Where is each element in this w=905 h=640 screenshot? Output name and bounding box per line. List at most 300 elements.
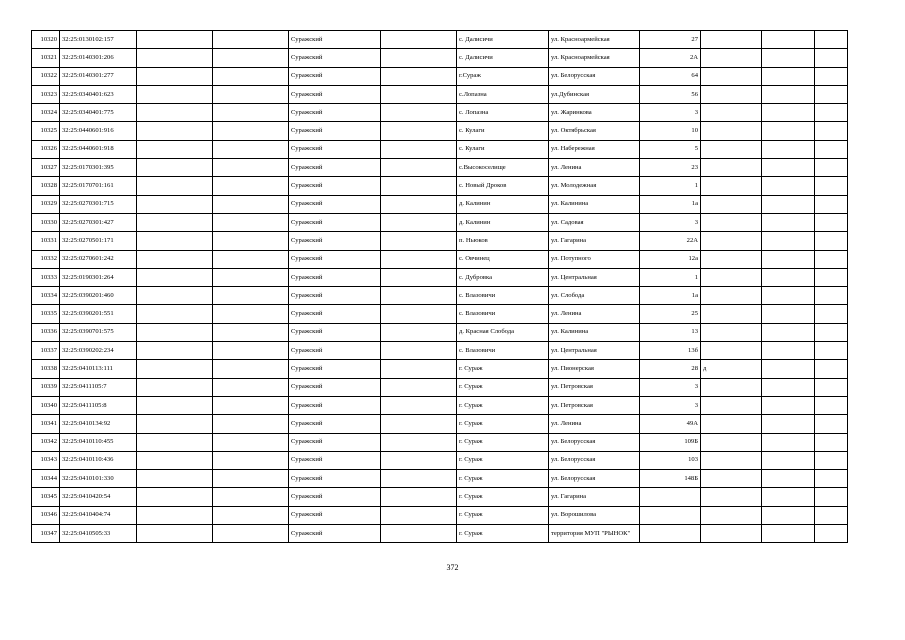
extra-cell	[701, 470, 762, 488]
row-number-cell: 10337	[32, 342, 60, 360]
table-body	[32, 31, 848, 543]
empty-cell	[213, 451, 289, 469]
street-cell: ул. Белорусская	[549, 470, 640, 488]
row-number-cell: 10331	[32, 232, 60, 250]
row-number-cell: 10327	[32, 159, 60, 177]
empty-cell	[213, 122, 289, 140]
empty-cell	[815, 213, 848, 231]
empty-cell	[381, 49, 457, 67]
extra-cell	[701, 451, 762, 469]
empty-cell	[381, 470, 457, 488]
empty-cell	[137, 159, 213, 177]
empty-cell	[815, 451, 848, 469]
house-number-cell: 103	[640, 451, 701, 469]
extra-cell	[701, 525, 762, 543]
empty-cell	[213, 287, 289, 305]
district-cell: Суражский	[289, 506, 381, 524]
empty-cell	[381, 415, 457, 433]
table-row	[32, 232, 848, 250]
empty-cell	[762, 378, 815, 396]
table-row	[32, 396, 848, 414]
empty-cell	[815, 250, 848, 268]
house-number-cell: 10	[640, 122, 701, 140]
extra-cell: д	[701, 360, 762, 378]
house-number-cell	[640, 525, 701, 543]
empty-cell	[381, 122, 457, 140]
empty-cell	[815, 122, 848, 140]
extra-cell	[701, 250, 762, 268]
district-cell: Суражский	[289, 268, 381, 286]
empty-cell	[137, 140, 213, 158]
cadastral-number-cell: 32:25:0440601:916	[60, 122, 137, 140]
empty-cell	[381, 213, 457, 231]
row-number-cell: 10339	[32, 378, 60, 396]
empty-cell	[815, 287, 848, 305]
page-number: 372	[446, 563, 459, 572]
empty-cell	[213, 195, 289, 213]
table-row	[32, 140, 848, 158]
district-cell: Суражский	[289, 415, 381, 433]
empty-cell	[762, 451, 815, 469]
empty-cell	[213, 232, 289, 250]
cadastral-number-cell: 32:25:0411105:8	[60, 396, 137, 414]
empty-cell	[762, 360, 815, 378]
house-number-cell: 3	[640, 396, 701, 414]
district-cell: Суражский	[289, 31, 381, 49]
empty-cell	[762, 342, 815, 360]
empty-cell	[815, 305, 848, 323]
empty-cell	[762, 268, 815, 286]
empty-cell	[762, 140, 815, 158]
cadastral-number-cell: 32:25:0170701:161	[60, 177, 137, 195]
district-cell: Суражский	[289, 488, 381, 506]
row-number-cell: 10333	[32, 268, 60, 286]
cadastral-number-cell: 32:25:0440601:918	[60, 140, 137, 158]
extra-cell	[701, 488, 762, 506]
extra-cell	[701, 159, 762, 177]
empty-cell	[381, 232, 457, 250]
empty-cell	[137, 232, 213, 250]
empty-cell	[213, 31, 289, 49]
locality-cell: г. Сураж	[457, 378, 549, 396]
house-number-cell: 64	[640, 67, 701, 85]
house-number-cell: 3	[640, 213, 701, 231]
empty-cell	[213, 525, 289, 543]
empty-cell	[213, 323, 289, 341]
extra-cell	[701, 195, 762, 213]
empty-cell	[762, 104, 815, 122]
table-row	[32, 104, 848, 122]
empty-cell	[137, 31, 213, 49]
empty-cell	[762, 177, 815, 195]
empty-cell	[137, 506, 213, 524]
empty-cell	[137, 195, 213, 213]
street-cell: ул. Пионерская	[549, 360, 640, 378]
empty-cell	[137, 378, 213, 396]
empty-cell	[762, 506, 815, 524]
row-number-cell: 10342	[32, 433, 60, 451]
empty-cell	[213, 140, 289, 158]
extra-cell	[701, 305, 762, 323]
district-cell: Суражский	[289, 159, 381, 177]
table-row	[32, 268, 848, 286]
empty-cell	[213, 250, 289, 268]
district-cell: Суражский	[289, 433, 381, 451]
district-cell: Суражский	[289, 378, 381, 396]
street-cell: ул. Набережная	[549, 140, 640, 158]
empty-cell	[137, 268, 213, 286]
cadastral-number-cell: 32:25:0140301:206	[60, 49, 137, 67]
empty-cell	[762, 250, 815, 268]
empty-cell	[381, 250, 457, 268]
extra-cell	[701, 268, 762, 286]
district-cell: Суражский	[289, 85, 381, 103]
district-cell: Суражский	[289, 250, 381, 268]
empty-cell	[381, 525, 457, 543]
table-row	[32, 49, 848, 67]
empty-cell	[213, 433, 289, 451]
row-number-cell: 10325	[32, 122, 60, 140]
street-cell: ул. Белорусская	[549, 451, 640, 469]
empty-cell	[137, 323, 213, 341]
table-row	[32, 506, 848, 524]
empty-cell	[762, 213, 815, 231]
empty-cell	[137, 525, 213, 543]
table-row	[32, 67, 848, 85]
empty-cell	[815, 67, 848, 85]
locality-cell: с. Далисичи	[457, 31, 549, 49]
extra-cell	[701, 122, 762, 140]
extra-cell	[701, 506, 762, 524]
empty-cell	[381, 159, 457, 177]
extra-cell	[701, 104, 762, 122]
empty-cell	[762, 396, 815, 414]
empty-cell	[137, 85, 213, 103]
locality-cell: с. Далисичи	[457, 49, 549, 67]
cadastral-number-cell: 32:25:0410134:92	[60, 415, 137, 433]
empty-cell	[381, 342, 457, 360]
empty-cell	[815, 268, 848, 286]
table-row	[32, 287, 848, 305]
table-row	[32, 470, 848, 488]
house-number-cell	[640, 506, 701, 524]
locality-cell: с.Лопазна	[457, 85, 549, 103]
empty-cell	[381, 287, 457, 305]
cadastral-number-cell: 32:25:0270601:242	[60, 250, 137, 268]
empty-cell	[137, 49, 213, 67]
locality-cell: г.Сураж	[457, 67, 549, 85]
extra-cell	[701, 232, 762, 250]
table-row	[32, 213, 848, 231]
district-cell: Суражский	[289, 305, 381, 323]
row-number-cell: 10321	[32, 49, 60, 67]
house-number-cell: 23	[640, 159, 701, 177]
extra-cell	[701, 85, 762, 103]
row-number-cell: 10336	[32, 323, 60, 341]
district-cell: Суражский	[289, 195, 381, 213]
house-number-cell: 28	[640, 360, 701, 378]
district-cell: Суражский	[289, 232, 381, 250]
empty-cell	[381, 67, 457, 85]
empty-cell	[381, 378, 457, 396]
locality-cell: г. Сураж	[457, 360, 549, 378]
street-cell: ул. Центральная	[549, 268, 640, 286]
empty-cell	[762, 31, 815, 49]
extra-cell	[701, 213, 762, 231]
locality-cell: г. Сураж	[457, 525, 549, 543]
row-number-cell: 10335	[32, 305, 60, 323]
extra-cell	[701, 378, 762, 396]
empty-cell	[815, 104, 848, 122]
empty-cell	[815, 415, 848, 433]
district-cell: Суражский	[289, 287, 381, 305]
locality-cell: с. Кулаги	[457, 122, 549, 140]
table-row	[32, 159, 848, 177]
empty-cell	[381, 177, 457, 195]
district-cell: Суражский	[289, 360, 381, 378]
empty-cell	[137, 305, 213, 323]
empty-cell	[815, 433, 848, 451]
empty-cell	[381, 433, 457, 451]
empty-cell	[815, 360, 848, 378]
cadastral-number-cell: 32:25:0140301:277	[60, 67, 137, 85]
empty-cell	[762, 195, 815, 213]
cadastral-number-cell: 32:25:0340401:623	[60, 85, 137, 103]
house-number-cell	[640, 488, 701, 506]
district-cell: Суражский	[289, 49, 381, 67]
street-cell: ул. Гагарина	[549, 232, 640, 250]
empty-cell	[213, 488, 289, 506]
cadastral-number-cell: 32:25:0410113:111	[60, 360, 137, 378]
empty-cell	[137, 287, 213, 305]
table-row	[32, 342, 848, 360]
house-number-cell: 1а	[640, 195, 701, 213]
table-row	[32, 451, 848, 469]
extra-cell	[701, 287, 762, 305]
empty-cell	[381, 488, 457, 506]
house-number-cell: 1а	[640, 287, 701, 305]
cadastral-number-cell: 32:25:0190301:264	[60, 268, 137, 286]
cadastral-number-cell: 32:25:0411105:7	[60, 378, 137, 396]
cadastral-number-cell: 32:25:0390201:460	[60, 287, 137, 305]
district-cell: Суражский	[289, 396, 381, 414]
house-number-cell: 1	[640, 177, 701, 195]
district-cell: Суражский	[289, 525, 381, 543]
empty-cell	[815, 470, 848, 488]
empty-cell	[762, 49, 815, 67]
extra-cell	[701, 342, 762, 360]
empty-cell	[213, 378, 289, 396]
empty-cell	[762, 415, 815, 433]
empty-cell	[137, 415, 213, 433]
house-number-cell: 5	[640, 140, 701, 158]
empty-cell	[762, 287, 815, 305]
empty-cell	[762, 232, 815, 250]
district-cell: Суражский	[289, 213, 381, 231]
empty-cell	[137, 67, 213, 85]
cadastral-number-cell: 32:25:0410110:455	[60, 433, 137, 451]
street-cell: территория МУП "РЫНОК"	[549, 525, 640, 543]
row-number-cell: 10341	[32, 415, 60, 433]
empty-cell	[137, 451, 213, 469]
empty-cell	[213, 342, 289, 360]
row-number-cell: 10338	[32, 360, 60, 378]
empty-cell	[815, 49, 848, 67]
locality-cell: д. Красная Слобода	[457, 323, 549, 341]
street-cell: ул. Слобода	[549, 287, 640, 305]
empty-cell	[381, 31, 457, 49]
district-cell: Суражский	[289, 470, 381, 488]
row-number-cell: 10334	[32, 287, 60, 305]
empty-cell	[815, 232, 848, 250]
row-number-cell: 10323	[32, 85, 60, 103]
row-number-cell: 10320	[32, 31, 60, 49]
row-number-cell: 10346	[32, 506, 60, 524]
row-number-cell: 10347	[32, 525, 60, 543]
cadastral-number-cell: 32:25:0410420:54	[60, 488, 137, 506]
street-cell: ул.Дубинская	[549, 85, 640, 103]
extra-cell	[701, 433, 762, 451]
empty-cell	[815, 506, 848, 524]
street-cell: ул. Жаринкова	[549, 104, 640, 122]
empty-cell	[213, 67, 289, 85]
extra-cell	[701, 31, 762, 49]
empty-cell	[213, 213, 289, 231]
empty-cell	[213, 159, 289, 177]
empty-cell	[815, 342, 848, 360]
house-number-cell: 13б	[640, 342, 701, 360]
street-cell: ул. Калинина	[549, 195, 640, 213]
cadastral-number-cell: 32:25:0410110:436	[60, 451, 137, 469]
table-row	[32, 488, 848, 506]
empty-cell	[762, 122, 815, 140]
empty-cell	[381, 195, 457, 213]
empty-cell	[137, 213, 213, 231]
empty-cell	[381, 104, 457, 122]
street-cell: ул. Петровская	[549, 378, 640, 396]
table-row	[32, 31, 848, 49]
locality-cell: г. Сураж	[457, 433, 549, 451]
row-number-cell: 10340	[32, 396, 60, 414]
empty-cell	[213, 506, 289, 524]
empty-cell	[381, 451, 457, 469]
district-cell: Суражский	[289, 104, 381, 122]
empty-cell	[762, 67, 815, 85]
house-number-cell: 3	[640, 378, 701, 396]
district-cell: Суражский	[289, 177, 381, 195]
street-cell: ул. Центральная	[549, 342, 640, 360]
district-cell: Суражский	[289, 67, 381, 85]
locality-cell: д. Калинин	[457, 213, 549, 231]
locality-cell: с. Дубровка	[457, 268, 549, 286]
empty-cell	[213, 177, 289, 195]
locality-cell: д. Калинин	[457, 195, 549, 213]
district-cell: Суражский	[289, 323, 381, 341]
row-number-cell: 10332	[32, 250, 60, 268]
empty-cell	[137, 360, 213, 378]
locality-cell: с. Новый Дроков	[457, 177, 549, 195]
property-register-table	[31, 30, 848, 543]
cadastral-number-cell: 32:25:0390201:551	[60, 305, 137, 323]
street-cell: ул. Ворошилова	[549, 506, 640, 524]
row-number-cell: 10343	[32, 451, 60, 469]
empty-cell	[815, 396, 848, 414]
cadastral-number-cell: 32:25:0410404:74	[60, 506, 137, 524]
street-cell: ул. Октябрьская	[549, 122, 640, 140]
district-cell: Суражский	[289, 122, 381, 140]
empty-cell	[381, 396, 457, 414]
empty-cell	[381, 85, 457, 103]
street-cell: ул. Ленина	[549, 415, 640, 433]
empty-cell	[137, 433, 213, 451]
house-number-cell: 109Б	[640, 433, 701, 451]
cadastral-number-cell: 32:25:0410505:33	[60, 525, 137, 543]
street-cell: ул. Молодежная	[549, 177, 640, 195]
cadastral-number-cell: 32:25:0390701:575	[60, 323, 137, 341]
empty-cell	[762, 323, 815, 341]
empty-cell	[381, 323, 457, 341]
cadastral-number-cell: 32:25:0340401:775	[60, 104, 137, 122]
locality-cell: г. Сураж	[457, 415, 549, 433]
house-number-cell: 1	[640, 268, 701, 286]
cadastral-number-cell: 32:25:0270301:715	[60, 195, 137, 213]
empty-cell	[137, 470, 213, 488]
empty-cell	[213, 104, 289, 122]
cadastral-number-cell: 32:25:0410101:330	[60, 470, 137, 488]
extra-cell	[701, 140, 762, 158]
street-cell: ул. Ленина	[549, 159, 640, 177]
street-cell: ул. Ленина	[549, 305, 640, 323]
house-number-cell: 22А	[640, 232, 701, 250]
empty-cell	[815, 159, 848, 177]
cadastral-number-cell: 32:25:0130102:157	[60, 31, 137, 49]
empty-cell	[381, 506, 457, 524]
empty-cell	[762, 525, 815, 543]
empty-cell	[815, 195, 848, 213]
district-cell: Суражский	[289, 342, 381, 360]
empty-cell	[137, 104, 213, 122]
row-number-cell: 10326	[32, 140, 60, 158]
table-row	[32, 415, 848, 433]
street-cell: ул. Красноармейская	[549, 49, 640, 67]
cadastral-number-cell: 32:25:0270301:427	[60, 213, 137, 231]
street-cell: ул. Садовая	[549, 213, 640, 231]
locality-cell: с.Высокоселище	[457, 159, 549, 177]
locality-cell: с. Влазовичи	[457, 342, 549, 360]
locality-cell: г. Сураж	[457, 470, 549, 488]
empty-cell	[815, 31, 848, 49]
table-row	[32, 195, 848, 213]
empty-cell	[381, 305, 457, 323]
house-number-cell: 56	[640, 85, 701, 103]
empty-cell	[815, 378, 848, 396]
row-number-cell: 10330	[32, 213, 60, 231]
table-row	[32, 525, 848, 543]
empty-cell	[381, 268, 457, 286]
empty-cell	[381, 360, 457, 378]
extra-cell	[701, 396, 762, 414]
empty-cell	[762, 470, 815, 488]
table-row	[32, 360, 848, 378]
row-number-cell: 10328	[32, 177, 60, 195]
house-number-cell: 3	[640, 104, 701, 122]
empty-cell	[137, 177, 213, 195]
house-number-cell: 27	[640, 31, 701, 49]
empty-cell	[762, 488, 815, 506]
row-number-cell: 10329	[32, 195, 60, 213]
empty-cell	[815, 488, 848, 506]
empty-cell	[137, 250, 213, 268]
